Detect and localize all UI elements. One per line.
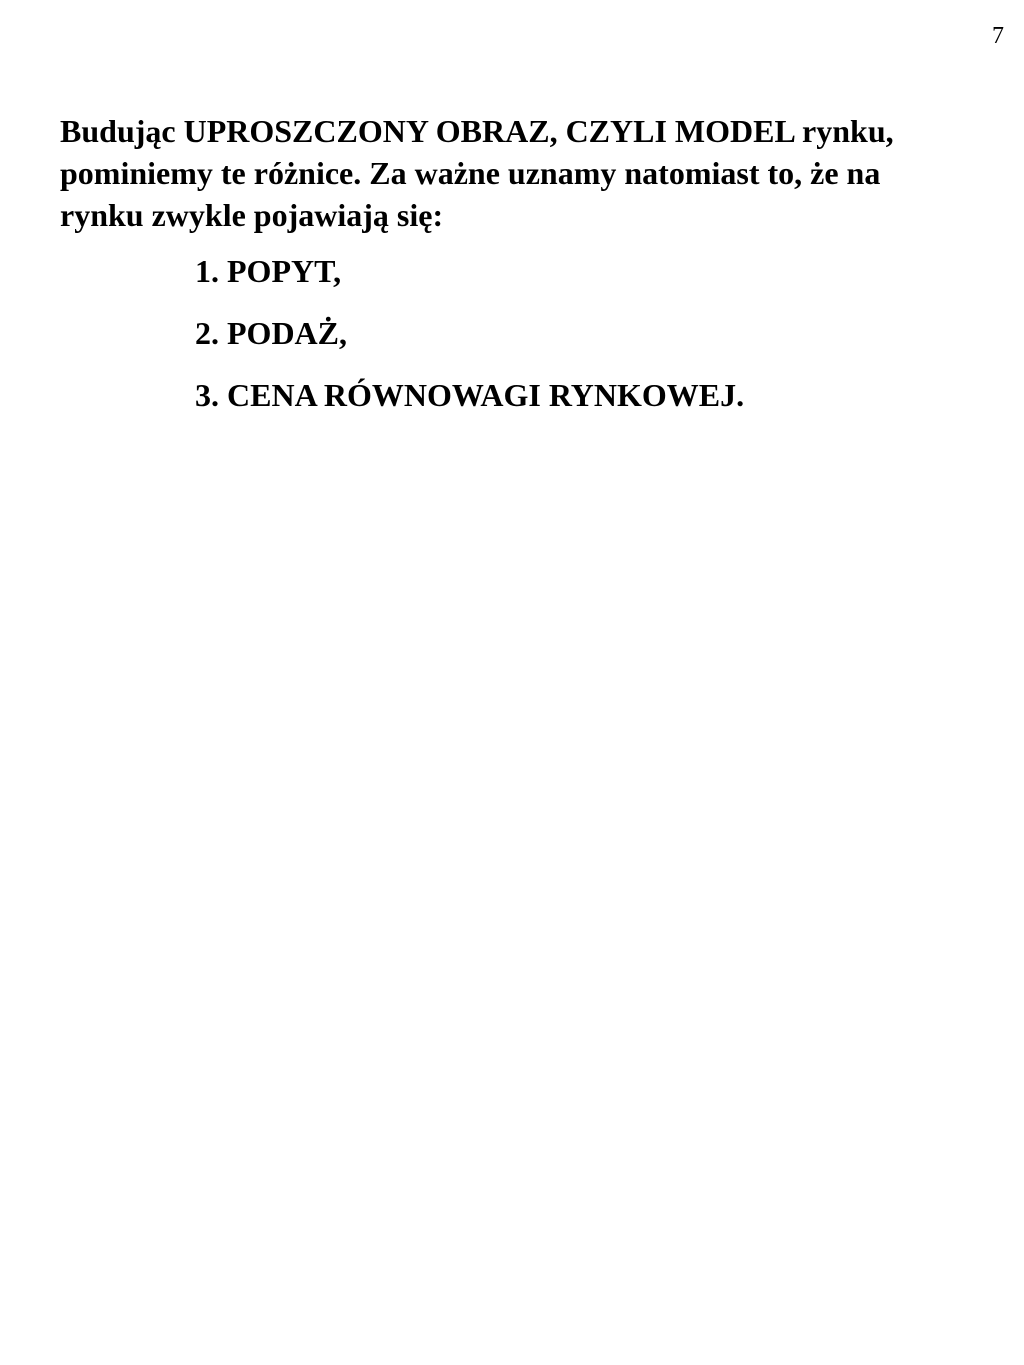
list-item-demand: 1. POPYT, [195,253,342,289]
page-number: 7 [992,23,1004,49]
market-elements-list [195,250,744,436]
intro-line: rynku zwykle pojawiają się: [60,197,444,233]
intro-line: Budując UPROSZCZONY OBRAZ, CZYLI MODEL rynku, [60,113,894,149]
list-item-equilibrium-price: 3. CENA RÓWNOWAGI RYNKOWEJ. [195,377,745,413]
list-item-supply: 2. PODAŻ, [195,315,347,351]
intro-line: pominiemy te różnice. Za ważne uznamy natomiast to, że na [60,155,881,191]
intro-paragraph [60,110,980,236]
